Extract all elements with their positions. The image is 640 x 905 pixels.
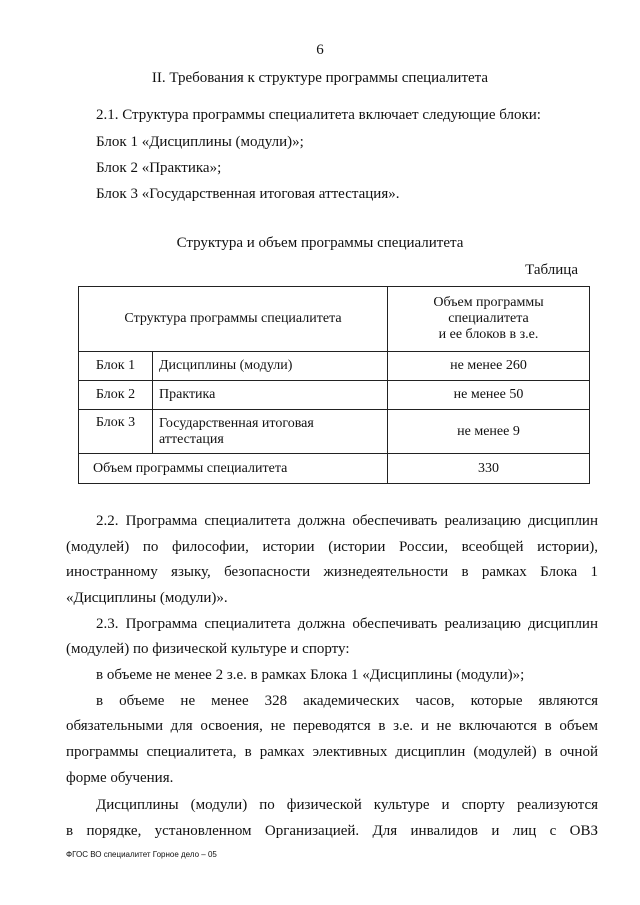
block-cell: Блок 2 [79,381,153,410]
table-row [79,410,590,454]
paragraph-line: «Дисциплины (модули)». [66,590,228,606]
header-structure: Структура программы специалитета [79,287,388,352]
section-title: II. Требования к структуре программы специалитета [151,70,489,86]
volume-cell: не менее 260 [388,352,590,381]
paragraph-line: форме обучения. [66,770,174,786]
volume-cell: не менее 9 [388,410,590,454]
block-name-line: аттестация [159,431,224,447]
total-value-cell: 330 [388,454,590,484]
paragraph-line: в порядке, установленном Организацией. Для инвалидов и лиц с ОВЗ [66,823,598,839]
paragraph-line: Дисциплины (модули) по физической культуре и спорту реализуются [96,797,598,813]
block3-line: Блок 3 «Государственная итоговая аттестация». [96,186,400,202]
block-name-line: Государственная итоговая [159,415,314,431]
block-cell: Блок 1 [79,352,153,381]
intro-line: 2.1. Структура программы специалитета включает следующие блоки: [96,107,541,123]
paragraph-line: иностранному языку, безопасности жизнедеятельности в рамках Блока 1 [66,564,598,580]
block-name-cell: Практика [153,381,388,410]
paragraph-line: обязательными для освоения, не переводятся в з.е. и не включаются в объем [66,718,598,734]
total-label-cell: Объем программы специалитета [79,454,388,484]
paragraph-line: (модулей) по физической культуре и спорту: [66,641,350,657]
table-label: Таблица [525,262,578,278]
block1-line: Блок 1 «Дисциплины (модули)»; [96,134,304,150]
paragraph-line: в объеме не менее 2 з.е. в рамках Блока 1 «Дисциплины (модули)»; [96,667,525,683]
paragraph-line: в объеме не менее 328 академических часов, которые являются [96,693,598,709]
header-volume-line: и ее блоков в з.е. [438,327,539,342]
paragraph-line: 2.2. Программа специалитета должна обеспечивать реализацию дисциплин [96,513,598,529]
paragraph-line: 2.3. Программа специалитета должна обеспечивать реализацию дисциплин [96,616,598,632]
block-name-cell: Дисциплины (модули) [153,352,388,381]
table-total-row [79,454,590,484]
structure-table [78,286,590,484]
header-volume-line: Объем программы [433,295,544,310]
page-number: 6 [316,42,324,58]
table-row [79,381,590,410]
header-volume [388,287,590,352]
paragraph-line: программы специалитета, в рамках элективных дисциплин (модулей) в очной [66,744,598,760]
table-row [79,352,590,381]
paragraph-line: (модулей) по философии, истории (истории России, всеобщей истории), [66,539,598,555]
table-title: Структура и объем программы специалитета [176,235,464,251]
header-volume-line: специалитета [448,311,529,326]
footer-note: ФГОС ВО специалитет Горное дело – 05 [66,850,217,859]
block2-line: Блок 2 «Практика»; [96,160,222,176]
block-cell: Блок 3 [79,410,153,454]
volume-cell: не менее 50 [388,381,590,410]
block-name-cell [153,410,388,454]
table-header-row [79,287,590,352]
